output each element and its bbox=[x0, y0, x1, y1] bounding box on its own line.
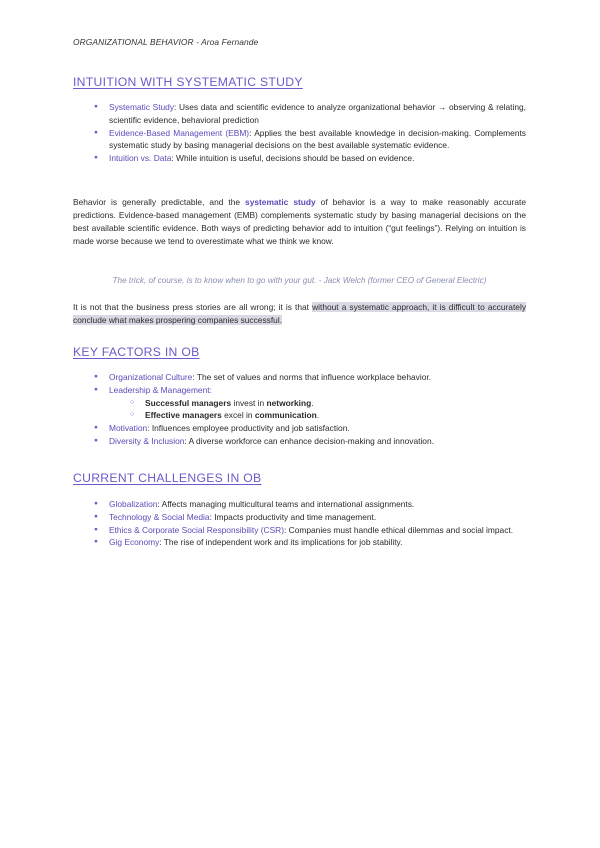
list-item-text: The set of values and norms that influence workplace behavior. bbox=[194, 372, 432, 382]
highlighted-text: without a systematic approach, it is difficult to accurately conclude what makes prospering companies successful. bbox=[73, 302, 527, 325]
list-item: ● Systematic Study: Uses data and scientific evidence to analyze organizational behavior → observing & relating, scientific evidence, behavioral prediction bbox=[94, 101, 526, 127]
list-item: ● Technology & Social Media: Impacts productivity and time management. bbox=[94, 511, 526, 524]
sub-list-leadership bbox=[130, 397, 526, 423]
list-item-term: Gig Economy bbox=[109, 537, 160, 548]
list-item: ● Organizational Culture: The set of values and norms that influence workplace behavior. bbox=[94, 371, 526, 384]
section-heading-current-challenges: CURRENT CHALLENGES IN OB bbox=[73, 471, 262, 485]
bullet-list-current-challenges bbox=[94, 498, 526, 549]
list-item-term: Intuition vs. Data bbox=[109, 153, 172, 164]
list-item-text: While intuition is useful, decisions should be based on evidence. bbox=[173, 153, 415, 164]
list-item-text: Impacts productivity and time management. bbox=[211, 511, 377, 522]
bullet-list-intuition bbox=[94, 101, 526, 165]
list-item-text: Uses data and scientific evidence to analyze organizational behavior → observing & relating, scientific evidence, behavioral prediction bbox=[109, 102, 527, 125]
list-item: ● Evidence-Based Management (EBM): Applies the best available knowledge in decision-making. Complements systematic study by basing managerial decisions on the best available systematic evidence. bbox=[94, 127, 526, 153]
list-item-term: Organizational Culture bbox=[109, 372, 193, 382]
paragraph-business-press: It is not that the business press stories are all wrong; it is that without a systematic approach, it is difficult to accurately conclude what makes prospering companies successful. bbox=[73, 302, 527, 325]
quote-jack-welch: The trick, of course, is to know when to go with your gut. - Jack Welch (former CEO of General Electric) bbox=[112, 276, 487, 285]
list-item-term: Motivation bbox=[109, 423, 148, 434]
section-heading-intuition: INTUITION WITH SYSTEMATIC STUDY bbox=[73, 75, 303, 89]
list-item-term: Ethics & Corporate Social Responsibility (CSR) bbox=[109, 524, 285, 535]
list-item-term: Technology & Social Media bbox=[109, 511, 210, 522]
list-item-term: Diversity & Inclusion bbox=[109, 435, 185, 446]
list-item: ● Intuition vs. Data: While intuition is useful, decisions should be based on evidence. bbox=[94, 152, 526, 165]
list-item-term: Evidence-Based Management (EBM) bbox=[109, 127, 250, 138]
list-item: ● Ethics & Corporate Social Responsibility (CSR): Companies must handle ethical dilemmas and social impact. bbox=[94, 524, 526, 537]
list-item-text: The rise of independent work and its implications for job stability. bbox=[161, 537, 403, 548]
list-item: ● Leadership & Management: ○ Successful managers invest in networking. ○ Effective managers excel in communication. bbox=[94, 384, 526, 422]
list-item: ● Gig Economy: The rise of independent work and its implications for job stability. bbox=[94, 536, 526, 549]
section-heading-key-factors: KEY FACTORS IN OB bbox=[73, 345, 200, 359]
paragraph-systematic-study: Behavior is generally predictable, and the systematic study of behavior is a way to make reasonably accurate predictions. Evidence-based management (EMB) complements systematic study by basing managerial decisions on the best available scientific evidence. Both ways of predicting behavior add to intuition (“gut feelings”). Relying on intuition is made worse because we tend to overestimate what we think we know. bbox=[73, 197, 526, 246]
list-item-text: A diverse workforce can enhance decision-making and innovation. bbox=[186, 435, 434, 446]
list-item: ● Globalization: Affects managing multicultural teams and international assignments. bbox=[94, 498, 526, 511]
list-item-term: Leadership & Management bbox=[109, 384, 210, 395]
list-item-term: Systematic Study bbox=[109, 102, 175, 112]
bullet-list-key-factors bbox=[94, 371, 526, 448]
list-item-text: Applies the best available knowledge in decision-making. Complements systematic study by basing managerial decisions on the best available systematic evidence. bbox=[109, 127, 526, 151]
running-header: ORGANIZATIONAL BEHAVIOR - Aroa Fernande bbox=[73, 37, 259, 47]
list-item-text: Influences employee productivity and job satisfaction. bbox=[149, 423, 350, 434]
list-item: ● Diversity & Inclusion: A diverse workforce can enhance decision-making and innovation. bbox=[94, 435, 526, 448]
list-item-text: Companies must handle ethical dilemmas and social impact. bbox=[286, 524, 514, 535]
sub-list-item: ○ Successful managers invest in networking. bbox=[130, 397, 526, 410]
list-item-text: Affects managing multicultural teams and international assignments. bbox=[159, 499, 415, 509]
list-item-term: Globalization bbox=[109, 499, 158, 509]
sub-list-item: ○ Effective managers excel in communication. bbox=[130, 409, 526, 422]
keyword-systematic-study: systematic study bbox=[245, 197, 316, 207]
list-item: ● Motivation: Influences employee productivity and job satisfaction. bbox=[94, 422, 526, 435]
